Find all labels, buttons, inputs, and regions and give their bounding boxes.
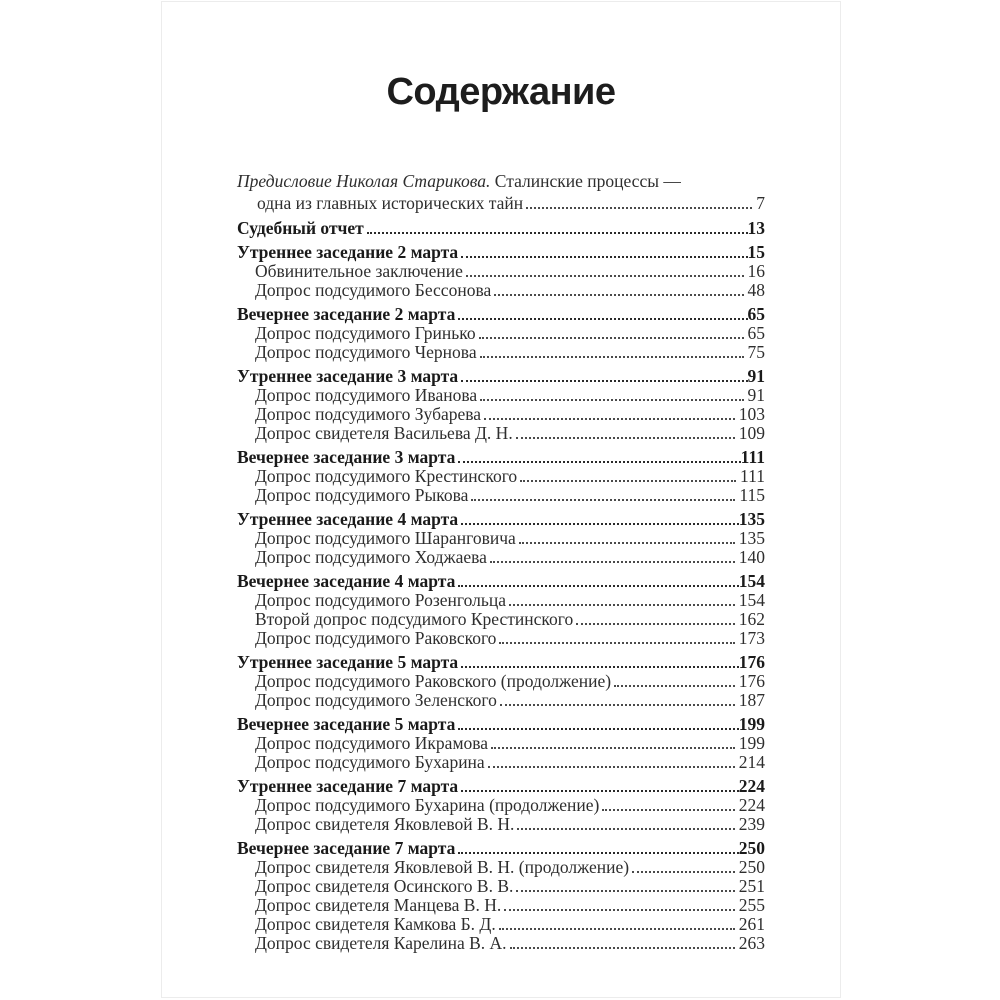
toc-entry-page-number: 214 [738,752,765,772]
toc-entry [237,796,765,815]
toc-entry-label: Допрос подсудимого Зеленского [255,690,497,710]
dot-leader [461,256,747,258]
toc-entry [237,653,765,672]
dot-leader [479,337,744,339]
toc-entry-label: Допрос подсудимого Бухарина [255,752,485,772]
dot-leader [461,666,739,668]
toc-entry-label: Второй допрос подсудимого Крестинского [255,609,574,629]
toc-entry-page-number: 162 [738,609,765,629]
toc-entry [237,243,765,262]
toc-entry-page-number: 111 [740,466,765,486]
toc-entry-page-number: 7 [756,193,765,213]
toc-entry-label: Допрос подсудимого Раковского [255,628,497,648]
dot-leader [471,499,735,501]
toc-entry [237,877,765,896]
dot-leader [517,828,734,830]
toc-entry [237,715,765,734]
dot-leader [461,523,739,525]
toc-entry [237,629,765,648]
dot-leader [480,399,743,401]
toc-entry-page-number: 65 [747,323,765,343]
toc-entry [237,734,765,753]
toc-entry-page-number: 115 [739,485,765,505]
toc-entry-page-number: 176 [738,671,765,691]
toc-entry-page-number: 111 [740,447,765,467]
dot-leader [499,928,735,930]
toc-entry-page-number: 154 [738,571,765,591]
toc-entry [237,777,765,796]
toc-entry-label: Утреннее заседание 4 марта [237,509,459,529]
dot-leader [632,871,735,873]
toc-entry-page-number: 251 [738,876,765,896]
toc-entry [237,591,765,610]
toc-entry-page-number: 65 [747,304,765,324]
toc-entry-label: одна из главных исторических тайн [257,193,524,213]
toc-entry [237,467,765,486]
toc-entry-label: Допрос подсудимого Шаранговича [255,528,516,548]
dot-leader [491,747,735,749]
toc-entry [237,839,765,858]
dot-leader [466,275,744,277]
dot-leader [490,561,735,563]
toc-entry [237,305,765,324]
toc-entry-page-number: 103 [738,404,765,424]
toc-entry-page-number: 250 [738,838,765,858]
toc-entry-label: Допрос подсудимого Гринько [255,323,476,343]
page-title: Содержание [386,71,616,113]
toc-entry-page-number: 261 [738,914,765,934]
dot-leader [458,461,740,463]
toc-entry-page-number: 255 [738,895,765,915]
toc-entry [237,170,765,192]
toc-entry [237,858,765,877]
toc-entry [237,691,765,710]
toc-entry-label: Допрос подсудимого Ходжаева [255,547,487,567]
toc-entry-page-number: 135 [738,509,765,529]
toc-entry [237,386,765,405]
toc-entry-label: Утреннее заседание 2 марта [237,242,459,262]
toc-entry-label: Вечернее заседание 7 марта [237,838,456,858]
toc-entry-page-number: 173 [738,628,765,648]
toc-entry-label: Вечернее заседание 2 марта [237,304,456,324]
dot-leader [504,909,735,911]
toc-entry [237,448,765,467]
dot-leader [494,294,743,296]
toc-entry-page-number: 224 [738,776,765,796]
toc-entry [237,324,765,343]
toc-entry [237,424,765,443]
dot-leader [520,480,736,482]
toc-entry-label: Допрос подсудимого Бессонова [255,280,492,300]
dot-leader [519,542,735,544]
toc-entry [237,219,765,238]
toc-entry-page-number: 250 [738,857,765,877]
dot-leader [510,947,735,949]
toc-entry-label: Допрос свидетеля Васильева Д. Н. [255,423,513,443]
toc-entry-label: Утреннее заседание 5 марта [237,652,459,672]
dot-leader [367,232,748,234]
dot-leader [500,704,735,706]
toc-entry-page-number: 224 [738,795,765,815]
toc-entry-label: Допрос свидетеля Карелина В. А. [255,933,507,953]
toc-entry-page-number: 199 [738,714,765,734]
toc-entry-page-number: 75 [747,342,765,362]
dot-leader [484,418,735,420]
preface-italic-text: Предисловие Николая Старикова. [237,171,491,191]
toc-entry [237,815,765,834]
dot-leader [602,809,734,811]
toc-entry-page-number: 135 [738,528,765,548]
dot-leader [480,356,744,358]
toc-entry-label: Утреннее заседание 3 марта [237,366,459,386]
toc-entry-label: Вечернее заседание 3 марта [237,447,456,467]
toc-entry-page-number: 91 [747,385,765,405]
dot-leader [526,207,752,209]
toc-entry-page-number: 15 [747,242,765,262]
toc-entry-page-number: 48 [747,280,765,300]
toc-entry-label: Вечернее заседание 5 марта [237,714,456,734]
dot-leader [516,437,735,439]
toc-entry-page-number: 263 [738,933,765,953]
toc-entry [237,896,765,915]
toc-entry [237,486,765,505]
toc-entry-label: Утреннее заседание 7 марта [237,776,459,796]
dot-leader [458,585,738,587]
toc-entry-page-number: 109 [738,423,765,443]
toc-entry-page-number: 16 [747,261,765,281]
toc-entry-page-number: 91 [747,366,765,386]
toc-entry [237,548,765,567]
toc-entry [237,281,765,300]
toc-entry-page-number: 176 [738,652,765,672]
toc-entry-page-number: 13 [747,218,765,238]
toc-entry-page-number: 199 [738,733,765,753]
toc-entry-label: Допрос подсудимого Бухарина (продолжение) [255,795,600,815]
toc-entry [237,405,765,424]
toc-entry [237,367,765,386]
toc-entry-label: Допрос подсудимого Крестинского [255,466,518,486]
toc-entry-label: Допрос свидетеля Осинского В. В. [255,876,514,896]
dot-leader [461,790,739,792]
toc-entry-label: Судебный отчет [237,218,364,238]
toc-entry-label: Допрос подсудимого Икрамова [255,733,489,753]
toc-entry [237,510,765,529]
toc-entry-label: Допрос подсудимого Розенгольца [255,590,506,610]
dot-leader [499,642,734,644]
preface-regular-text: Сталинские процессы — [490,171,681,191]
toc-entry-label: Допрос подсудимого Иванова [255,385,478,405]
toc-entry-page-number: 239 [738,814,765,834]
dot-leader [458,318,747,320]
toc-entry-label: Допрос свидетеля Манцева В. Н. [255,895,502,915]
dot-leader [458,852,738,854]
dot-leader [576,623,735,625]
dot-leader [614,685,735,687]
toc-entry-page-number: 154 [738,590,765,610]
toc-entry-label: Допрос свидетеля Камкова Б. Д. [255,914,496,934]
dot-leader [509,604,735,606]
toc-entry [237,192,765,214]
toc-entry-page-number: 140 [738,547,765,567]
toc-entry [237,529,765,548]
toc-entry-label: Допрос свидетеля Яковлевой В. Н. (продолжение) [255,857,630,877]
toc-entry-label: Допрос подсудимого Раковского (продолжение) [255,671,612,691]
toc-entry [237,610,765,629]
dot-leader [461,380,747,382]
table-of-contents [237,170,765,953]
toc-entry [237,753,765,772]
toc-entry-label: Допрос свидетеля Яковлевой В. Н. [255,814,515,834]
toc-entry-label: Допрос подсудимого Рыкова [255,485,469,505]
toc-entry-label [237,170,681,192]
toc-entry-label: Обвинительное заключение [255,261,463,281]
toc-entry [237,915,765,934]
toc-entry [237,343,765,362]
toc-entry-label: Допрос подсудимого Зубарева [255,404,482,424]
toc-entry [237,672,765,691]
toc-entry-page-number: 187 [738,690,765,710]
dot-leader [516,890,734,892]
toc-entry-label: Вечернее заседание 4 марта [237,571,456,591]
toc-entry [237,572,765,591]
toc-entry-label: Допрос подсудимого Чернова [255,342,477,362]
toc-entry [237,262,765,281]
dot-leader [488,766,735,768]
toc-entry [237,934,765,953]
dot-leader [458,728,738,730]
